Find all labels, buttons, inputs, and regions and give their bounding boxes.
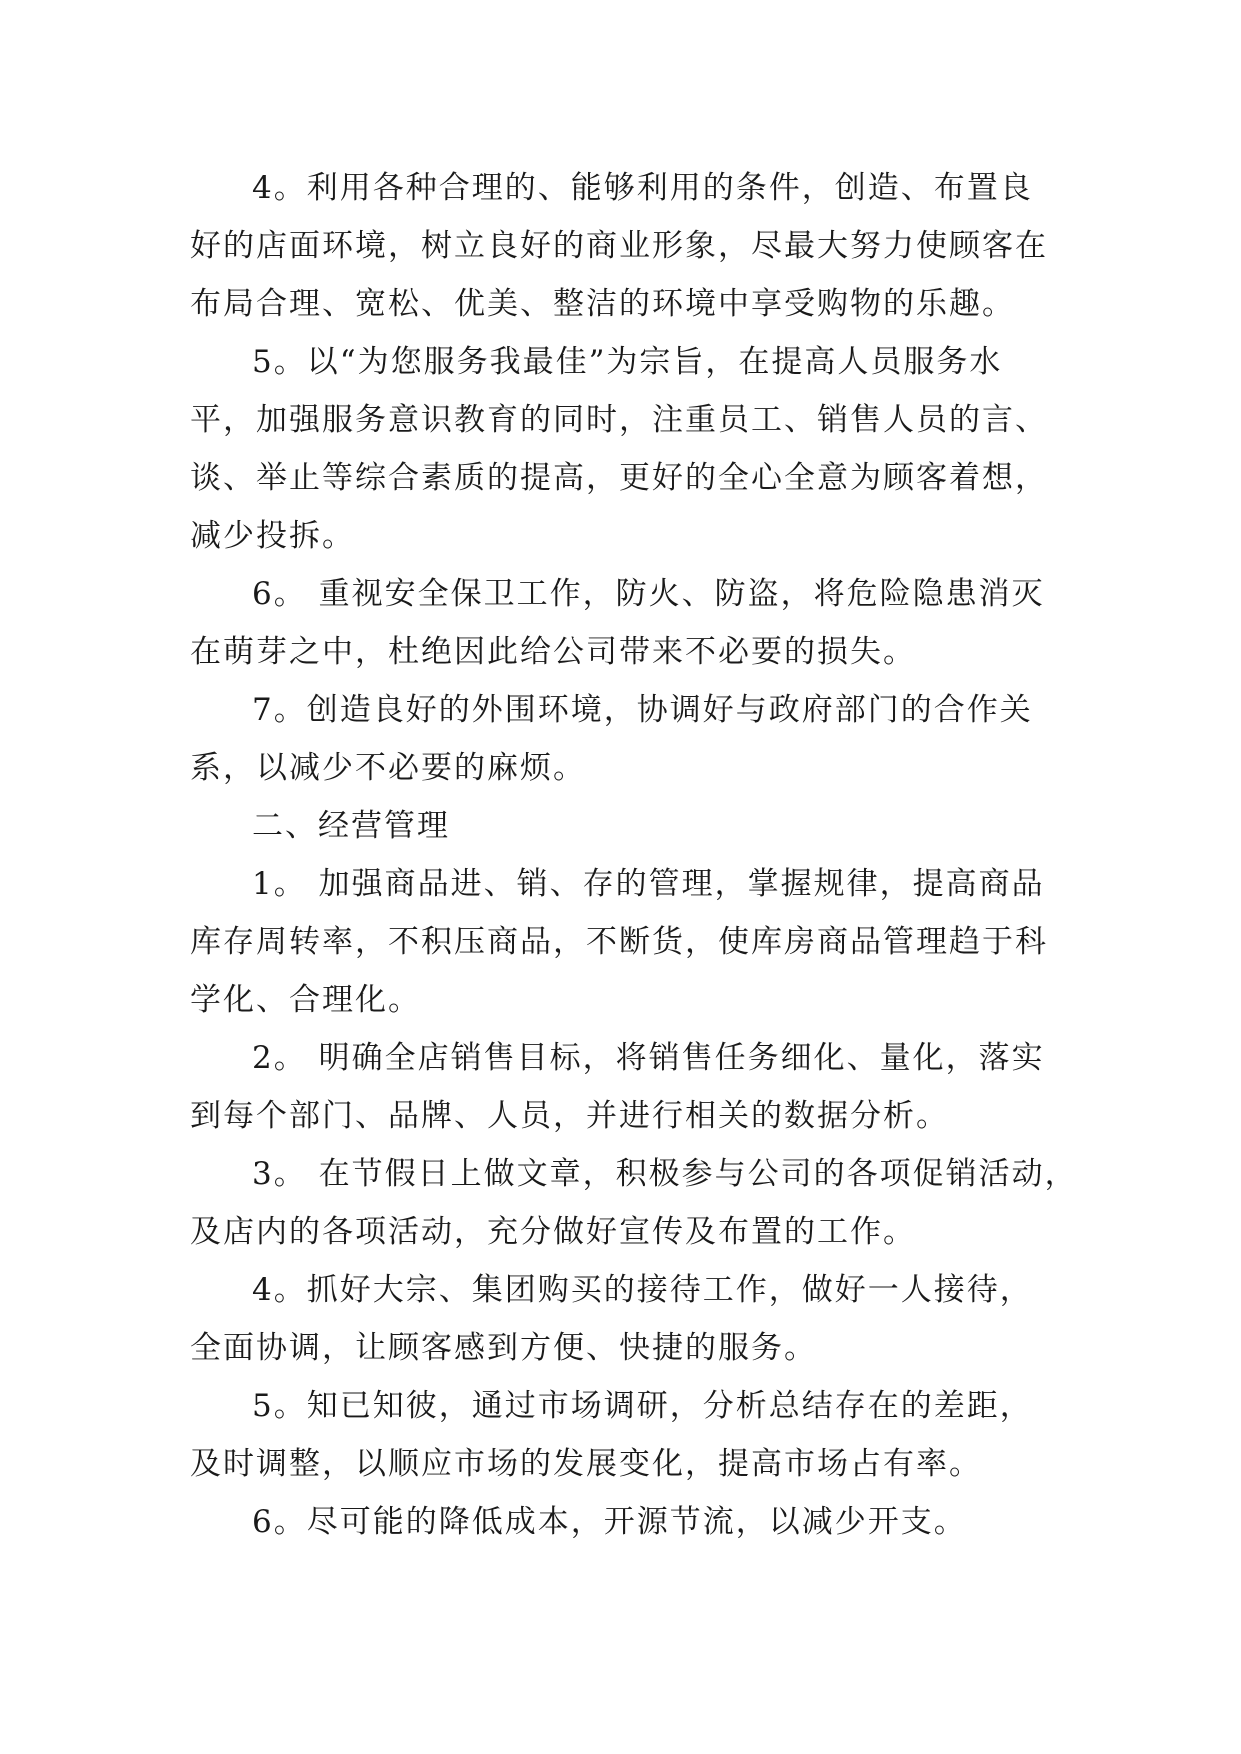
text-line: 全面协调，让顾客感到方便、快捷的服务。: [190, 1330, 817, 1366]
document-body: [190, 159, 1078, 1551]
paragraph-item-6-security: [190, 565, 1070, 681]
text-line: 减少投拆。: [190, 518, 355, 554]
text-line: 布局合理、宽松、优美、整洁的环境中享受购物的乐趣。: [190, 286, 1015, 322]
text-line: 2。 明确全店销售目标，将销售任务细化、量化，落实: [252, 1040, 1045, 1076]
paragraph-mgmt-item-5-market-research: [190, 1377, 1070, 1493]
paragraph-mgmt-item-2-sales-targets: [190, 1029, 1070, 1145]
text-line: 及店内的各项活动，充分做好宣传及布置的工作。: [190, 1214, 916, 1250]
paragraph-item-5-service: [190, 333, 1070, 565]
text-line: 谈、举止等综合素质的提高，更好的全心全意为顾客着想，: [190, 460, 1048, 496]
paragraph-item-4-store-environment: [190, 159, 1070, 333]
text-line: 3。 在节假日上做文章，积极参与公司的各项促销活动，: [252, 1156, 1078, 1192]
paragraph-item-7-external-environment: [190, 681, 1070, 797]
text-line: 在萌芽之中，杜绝因此给公司带来不必要的损失。: [190, 634, 916, 670]
text-line: 及时调整，以顺应市场的发展变化，提高市场占有率。: [190, 1446, 982, 1482]
paragraph-mgmt-item-4-group-purchases: [190, 1261, 1070, 1377]
text-line: 库存周转率，不积压商品，不断货，使库房商品管理趋于科: [190, 924, 1048, 960]
paragraph-mgmt-item-3-holiday-promotions: [190, 1145, 1078, 1261]
text-line: 4。抓好大宗、集团购买的接待工作，做好一人接待，: [252, 1272, 1033, 1308]
text-line: 到每个部门、品牌、人员，并进行相关的数据分析。: [190, 1098, 949, 1134]
paragraph-mgmt-item-6-cost-reduction: [190, 1493, 1070, 1551]
text-line: 平，加强服务意识教育的同时，注重员工、销售人员的言、: [190, 402, 1048, 438]
text-line: 6。 重视安全保卫工作，防火、防盗，将危险隐患消灭: [252, 576, 1045, 612]
text-line: 5。以“为您服务我最佳”为宗旨，在提高人员服务水: [252, 344, 1003, 380]
text-line: 5。知已知彼，通过市场调研，分析总结存在的差距，: [252, 1388, 1033, 1424]
text-line: 6。尽可能的降低成本，开源节流，以减少开支。: [252, 1504, 967, 1540]
section-heading-business-management: [190, 797, 1070, 855]
text-line: 系，以减少不必要的麻烦。: [190, 750, 586, 786]
text-line: 学化、合理化。: [190, 982, 421, 1018]
paragraph-mgmt-item-1-inventory: [190, 855, 1070, 1029]
text-line: 4。利用各种合理的、能够利用的条件，创造、布置良: [252, 170, 1033, 206]
text-line: 7。创造良好的外围环境，协调好与政府部门的合作关: [252, 692, 1033, 728]
text-line: 1。 加强商品进、销、存的管理，掌握规律，提高商品: [252, 866, 1045, 902]
section-heading: 二、经营管理: [252, 808, 450, 844]
text-line: 好的店面环境，树立良好的商业形象，尽最大努力使顾客在: [190, 228, 1048, 264]
